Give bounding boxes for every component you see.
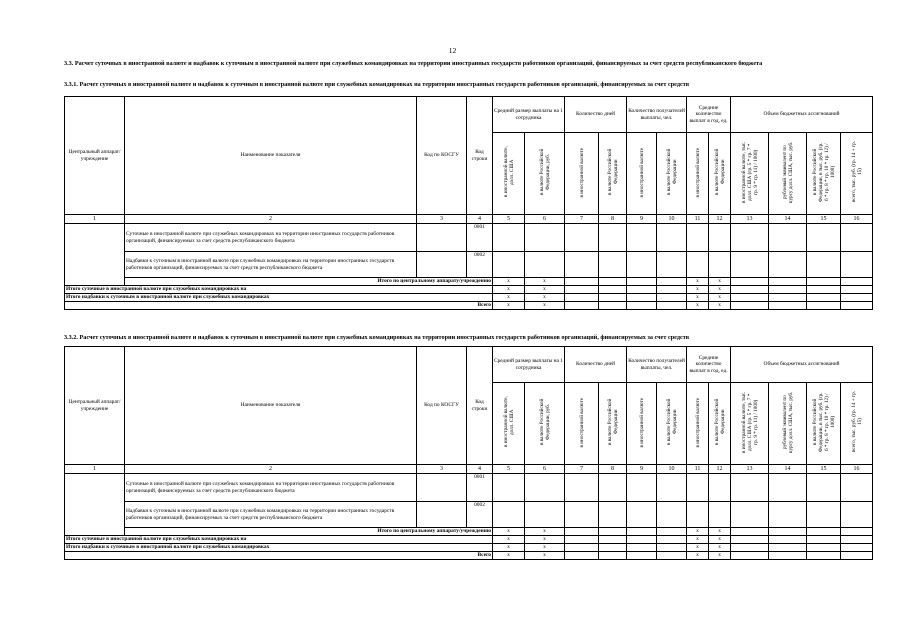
col12-header: в валюте Российской Федерации: [713, 399, 726, 446]
col9-header: в иностранной валюте: [638, 147, 645, 198]
table-row: Всего x x x x: [65, 302, 873, 310]
col5-header: в иностранной валюте, долл. США: [502, 147, 515, 198]
col16-header: всего, тыс. руб. (гр. 14 + гр. 15): [850, 391, 863, 453]
col13-header: в иностранной валюте, тыс. долл. США (гр. 5 * гр. 7 * гр. 9 * гр. 11) / 1000): [740, 391, 759, 454]
line-code-header: Код строки: [467, 97, 493, 215]
col15-header: в валюте Российской Федерации, в тыс. руб. (гр. 6 * гр. 8 * гр. 10 * гр. 12) / 1000): [811, 392, 836, 453]
column-number-row: 1 2 3 4 5 6 7 8 9 10 11 12 13 14 15 16: [65, 215, 873, 224]
col7-header: в иностранной валюте: [578, 147, 585, 198]
col6-header: в валюте Российской Федерации, руб.: [538, 399, 551, 446]
col11-header: в иностранной валюте: [694, 397, 701, 448]
col5-header: в иностранной валюте, долл. США: [502, 397, 515, 448]
col8-header: в валюте Российской Федерации: [606, 399, 619, 446]
col13-header: в иностранной валюте, тыс. долл. США (гр. 5 * гр. 7 * гр. 9 * гр. 11) / 1000): [740, 141, 759, 204]
calc-table: [64, 346, 873, 560]
table-row: Итого надбавки к суточным в иностранной валюте при служебных командировках x x x x: [65, 544, 873, 552]
section-heading: 3.3.2. Расчет суточных в иностранной валюте и надбавок к суточным в иностранной валюте при служебных командировках на территории иностранных государств работников организаций, финансируемых за счет средств: [64, 334, 690, 341]
col10-header: в валюте Российской Федерации: [665, 399, 678, 446]
table-row: Надбавки к суточным в иностранной валюте при служебных командировках на территории иностранных государств работников организаций, финансируемых за счет средств республиканского бюджета 0002: [65, 252, 873, 278]
table-row: Суточные в иностранной валюте при служебных командировках на территории иностранных государств работников организаций, финансируемых за счет средств республиканского бюджета 0001: [65, 474, 873, 502]
line-code-header: Код строки: [467, 347, 493, 465]
table-row: Итого суточные в иностранной валюте при служебных командировках на x x x x: [65, 286, 873, 294]
avg-payment-header: Средний размер выплаты на 1 сотрудника: [493, 347, 565, 383]
col10-header: в валюте Российской Федерации: [665, 149, 678, 196]
name-header: Наименование показателя: [125, 97, 417, 215]
col6-header: в валюте Российской Федерации, руб.: [538, 149, 551, 196]
days-header: Количество дней: [565, 347, 627, 383]
central-header: Центральный аппарат/ учреждение: [65, 347, 125, 465]
budget-header: Объем бюджетных ассигнований: [731, 347, 873, 383]
section-heading: 3.3.1. Расчет суточных в иностранной валюте и надбавок к суточным в иностранной валюте при служебных командировках на территории иностранных государств работников организаций, финансируемых за счет средств: [64, 81, 690, 88]
page-number: 12: [448, 46, 457, 55]
kosgu-header: Код по КОСГУ: [417, 97, 467, 215]
days-header: Количество дней: [565, 97, 627, 133]
col14-header: рублевый эквивалент по курсу долл. США, тыс. руб.: [781, 141, 794, 204]
col9-header: в иностранной валюте: [638, 397, 645, 448]
col7-header: в иностранной валюте: [578, 397, 585, 448]
col8-header: в валюте Российской Федерации: [606, 149, 619, 196]
table-row: Итого по центральному аппарату/учреждению x x x x: [65, 278, 873, 286]
avg-qty-header: Средние количество выплат в год, ед.: [687, 347, 731, 383]
calc-table: [64, 96, 873, 310]
recipients-header: Количество получателей выплаты, чел.: [627, 347, 687, 383]
budget-header: Объем бюджетных ассигнований: [731, 97, 873, 133]
table-row: Надбавки к суточным в иностранной валюте при служебных командировках на территории иностранных государств работников организаций, финансируемых за счет средств республиканского бюджета 0002: [65, 502, 873, 528]
col12-header: в валюте Российской Федерации: [713, 149, 726, 196]
col14-header: рублевый эквивалент по курсу долл. США, тыс. руб.: [781, 391, 794, 454]
table-row: Суточные в иностранной валюте при служебных командировках на территории иностранных государств работников организаций, финансируемых за счет средств республиканского бюджета 0001: [65, 224, 873, 252]
name-header: Наименование показателя: [125, 347, 417, 465]
col11-header: в иностранной валюте: [694, 147, 701, 198]
col16-header: всего, тыс. руб. (гр. 14 + гр. 15): [850, 141, 863, 203]
column-number-row: 1 2 3 4 5 6 7 8 9 10 11 12 13 14 15 16: [65, 465, 873, 474]
recipients-header: Количество получателей выплаты, чел.: [627, 97, 687, 133]
table-row: Итого по центральному аппарату/учреждению x x x x: [65, 528, 873, 536]
avg-qty-header: Средние количество выплат в год, ед.: [687, 97, 731, 133]
main-heading: 3.3. Расчет суточных в иностранной валюте и надбавок к суточным в иностранной валюте при служебных командировках на территории иностранных государств работников организаций, финансируемых за счет средств республиканского бюджета: [64, 60, 763, 67]
table-row: Итого суточные в иностранной валюте при служебных командировках на x x x x: [65, 536, 873, 544]
table-row: Итого надбавки к суточным в иностранной валюте при служебных командировках x x x x: [65, 294, 873, 302]
kosgu-header: Код по КОСГУ: [417, 347, 467, 465]
central-header: Центральный аппарат/ учреждение: [65, 97, 125, 215]
col15-header: в валюте Российской Федерации, в тыс. руб. (гр. 6 * гр. 8 * гр. 10 * гр. 12) / 1000): [811, 142, 836, 203]
table-row: Всего x x x x: [65, 552, 873, 560]
avg-payment-header: Средний размер выплаты на 1 сотрудника: [493, 97, 565, 133]
